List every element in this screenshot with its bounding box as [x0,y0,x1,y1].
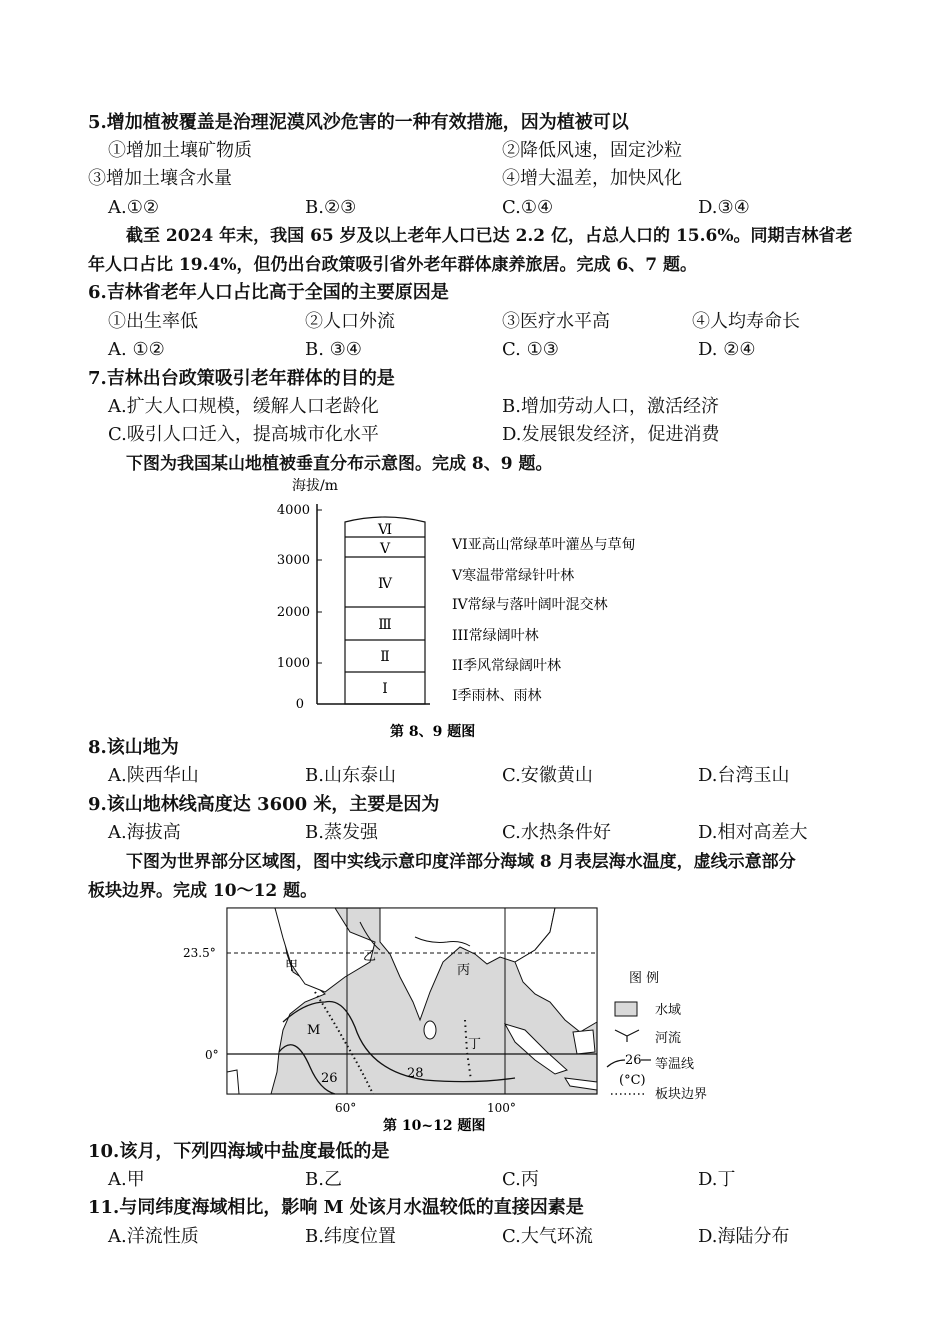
q6-item-3: ③医疗水平高 [502,311,610,332]
q10-option-b: B.乙 [305,1169,342,1190]
q8-option-c: C.安徽黄山 [502,765,593,786]
isotherm-28-label: 28 [407,1066,424,1081]
place-yi: 乙 [363,949,377,964]
q9-option-c: C.水热条件好 [502,822,611,843]
q6-stem: 6.吉林省老年人口占比高于全国的主要原因是 [88,282,449,303]
place-jia: 甲 [285,959,299,974]
passage-10-12-line1: 下图为世界部分区域图，图中实线示意印度洋部分海域 8 月表层海水温度，虚线示意部分 [126,852,796,872]
tick-1000: 1000 [276,656,310,671]
zone-4-label: Ⅳ [378,576,392,592]
tick-3000: 3000 [276,553,310,568]
q5-option-d: D.③④ [698,197,750,218]
zone-1-label: Ⅰ [382,681,388,697]
q11-option-a: A.洋流性质 [108,1226,199,1247]
lon-100-label: 100° [487,1101,516,1115]
q6-item-1: ①出生率低 [108,311,198,332]
q11-option-b: B.纬度位置 [305,1226,396,1247]
place-bing: 丙 [457,963,471,978]
q7-stem: 7.吉林出台政策吸引老年群体的目的是 [88,368,395,389]
legend-isotherm-unit: (°C) [619,1073,646,1088]
place-m: M [307,1023,321,1038]
q8-option-a: A.陕西华山 [108,765,199,786]
q11-option-d: D.海陆分布 [698,1226,790,1247]
legend-zone-5: V寒温带常绿针叶林 [452,568,575,584]
q9-stem: 9.该山地林线高度达 3600 米，主要是因为 [88,794,440,815]
zone-6-label: Ⅵ [377,522,393,538]
madagascar-island [227,1070,239,1094]
q7-option-b: B.增加劳动人口，激活经济 [502,396,719,417]
isotherm-26-label: 26 [321,1071,338,1086]
indian-ocean-map [175,902,735,1138]
fig1-caption: 第 8、9 题图 [390,724,476,740]
q5-stem: 5.增加植被覆盖是治理泥漠风沙危害的一种有效措施，因为植被可以 [88,112,629,133]
elevation-axis-label: 海拔/m [292,478,338,494]
q11-stem: 11.与同纬度海域相比，影响 M 处该月水温较低的直接因素是 [88,1197,584,1218]
tick-2000: 2000 [276,605,310,620]
legend-isotherm-number: 26 [625,1053,642,1068]
borneo-island [573,1030,595,1054]
q5-option-a: A.①② [108,197,159,218]
place-ding: 丁 [468,1037,482,1052]
lat-23-5-label: 23.5° [183,946,216,960]
fig2-caption: 第 10~12 题图 [383,1118,486,1134]
legend-river: 河流 [655,1031,682,1046]
legend-zone-2: II季风常绿阔叶林 [452,658,562,674]
vegetation-zone-figure [260,474,690,744]
passage-6-7-line2: 年人口占比 19.4%，但仍出台政策吸引省外老年群体康养旅居。完成 6、7 题。 [88,255,697,275]
legend-water: 水域 [655,1003,682,1018]
q11-option-c: C.大气环流 [502,1226,593,1247]
zone-2-label: Ⅱ [380,649,390,665]
legend-zone-3: III常绿阔叶林 [452,628,539,644]
tick-0: 0 [295,697,304,712]
q10-stem: 10.该月，下列四海域中盐度最低的是 [88,1141,390,1162]
legend-zone-6: VI亚高山常绿革叶灌丛与草甸 [452,537,636,553]
q7-option-c: C.吸引人口迁入，提高城市化水平 [108,424,379,445]
q6-option-a: A. ①② [108,339,165,360]
q9-option-b: B.蒸发强 [305,822,378,843]
q5-option-c: C.①④ [502,197,554,218]
legend-title: 图 例 [629,971,660,986]
q8-stem: 8.该山地为 [88,737,179,758]
legend-zone-4: IV常绿与落叶阔叶混交林 [452,597,608,613]
q9-option-d: D.相对高差大 [698,822,808,843]
q9-option-a: A.海拔高 [108,822,181,843]
q5-item-2: ②降低风速，固定沙粒 [502,140,682,161]
legend-water-swatch [615,1002,637,1016]
q6-item-2: ②人口外流 [305,311,395,332]
legend-zone-1: I季雨林、雨林 [452,688,542,704]
q10-option-c: C.丙 [502,1169,539,1190]
legend-river-icon [615,1030,639,1042]
lon-60-label: 60° [335,1101,357,1115]
tick-4000: 4000 [276,503,310,518]
q6-option-b: B. ③④ [305,339,362,360]
sri-lanka-island [424,1021,436,1039]
q8-option-b: B.山东泰山 [305,765,396,786]
legend-plate: 板块边界 [655,1087,708,1102]
q7-option-d: D.发展银发经济，促进消费 [502,424,720,445]
q6-item-4: ④人均寿命长 [692,311,800,332]
q7-option-a: A.扩大人口规模，缓解人口老龄化 [108,396,379,417]
q6-option-d: D. ②④ [698,339,756,360]
passage-10-12-line2: 板块边界。完成 10～12 题。 [88,881,318,901]
zone-3-label: Ⅲ [378,617,392,633]
q10-option-a: A.甲 [108,1169,145,1190]
zone-5-label: Ⅴ [379,541,391,557]
q5-item-3: ③增加土壤含水量 [88,168,232,189]
legend-isotherm: 等温线 [655,1057,695,1072]
lat-0-label: 0° [205,1048,219,1062]
q5-item-4: ④增大温差，加快风化 [502,168,682,189]
passage-8-9: 下图为我国某山地植被垂直分布示意图。完成 8、9 题。 [126,454,553,474]
q8-option-d: D.台湾玉山 [698,765,790,786]
q5-item-1: ①增加土壤矿物质 [108,140,252,161]
q10-option-d: D.丁 [698,1169,736,1190]
q6-option-c: C. ①③ [502,339,559,360]
q5-option-b: B.②③ [305,197,357,218]
passage-6-7-line1: 截至 2024 年末，我国 65 岁及以上老年人口已达 2.2 亿，占总人口的 15.6%。同期吉林省老 [126,226,853,246]
legend-isotherm-icon [607,1060,625,1067]
